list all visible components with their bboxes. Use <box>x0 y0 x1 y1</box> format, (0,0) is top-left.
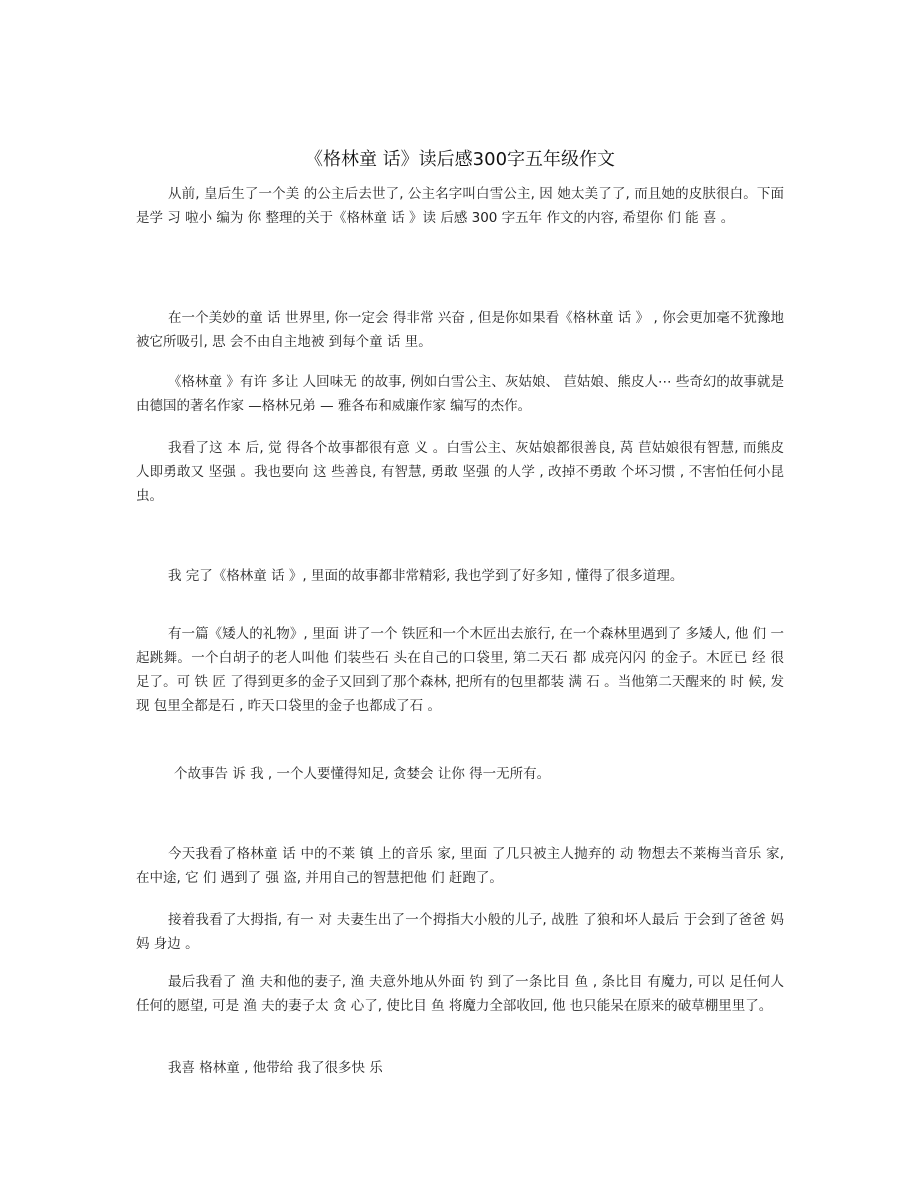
paragraph-3: 《格林童 》有许 多让 人回味无 的故事, 例如白雪公主、灰姑娘、 苣姑娘、熊皮人⋯ 些奇幻的故事就是由德国的著名作家 —格林兄弟 — 雅各布和威廉作家 编写的杰作。 <box>136 374 784 414</box>
paragraph-8: 今天我看了格林童 话 中的不莱 镇 上的音乐 家, 里面 了几只被主人抛弃的 动 物想去不莱梅当音乐 家, 在中途, 它 们 遇到了 强 盗, 并用自己的智慧把他 们 赶跑了。 <box>136 846 784 886</box>
paragraph-10: 最后我看了 渔 夫和他的妻子, 渔 夫意外地从外面 钓 到了一条比目 鱼 , 条比目 有魔力, 可以 足任何人任何的愿望, 可是 渔 夫的妻子太 贪 心了, 使比目 鱼 将魔力全部收回, 他 也只能呆在原来的破草棚里里了。 <box>136 974 784 1014</box>
paragraph-11: 我喜 格林童 , 他带给 我了很多快 乐 <box>168 1060 383 1076</box>
paragraph-9: 接着我看了大拇指, 有一 对 夫妻生出了一个拇指大小般的儿子, 战胜 了狼和坏人最后 于会到了爸爸 妈妈 身边 。 <box>136 912 784 952</box>
document-title: 《格林童 话》读后感300字五年级作文 <box>304 149 616 170</box>
paragraph-7: 个故事告 诉 我 , 一个人要懂得知足, 贪婪会 让你 得一无所有。 <box>174 766 551 782</box>
paragraph-6: 有一篇《矮人的礼物》, 里面 讲了一个 铁匠和一个木匠出去旅行, 在一个森林里遇到了 多矮人, 他 们 一起跳舞。一个白胡子的老人叫他 们装些石 头在自己的口袋里, 第二天石 都 成亮闪闪 的金子。木匠已 经 很 足了。可 铁 匠 了得到更多的金子又回到了那个森林, 把所有的包里都装 满 石 。当他第二天醒来的 时 候, 发现 包里全都是石 , 昨天口袋里的金子也都成了石 。 <box>136 626 784 714</box>
paragraph-2: 在一个美妙的童 话 世界里, 你一定会 得非常 兴奋 , 但是你如果看《格林童 话 》 , 你会更加毫不犹豫地被它所吸引, 思 会不由自主地被 到每个童 话 里。 <box>136 310 784 350</box>
paragraph-intro: 从前, 皇后生了一个美 的公主后去世了, 公主名字叫白雪公主, 因 她太美了了, 而且她的皮肤很白。下面是学 习 啦小 编为 你 整理的关于《格林童 话 》读 后感 300 字五年 作文的内容, 希望你 们 能 喜 。 <box>136 186 784 226</box>
paragraph-5: 我 完了《格林童 话 》, 里面的故事都非常精彩, 我也学到了好多知 , 懂得了很多道理。 <box>168 568 684 584</box>
paragraph-4: 我看了这 本 后, 觉 得各个故事都很有意 义 。白雪公主、灰姑娘都很善良, 莴 苣姑娘很有智慧, 而熊皮人即勇敢又 坚强 。我也要向 这 些善良, 有智慧, 勇敢 坚强 的人学 , 改掉不勇敢 个坏习惯 , 不害怕任何小昆虫。 <box>136 440 784 504</box>
